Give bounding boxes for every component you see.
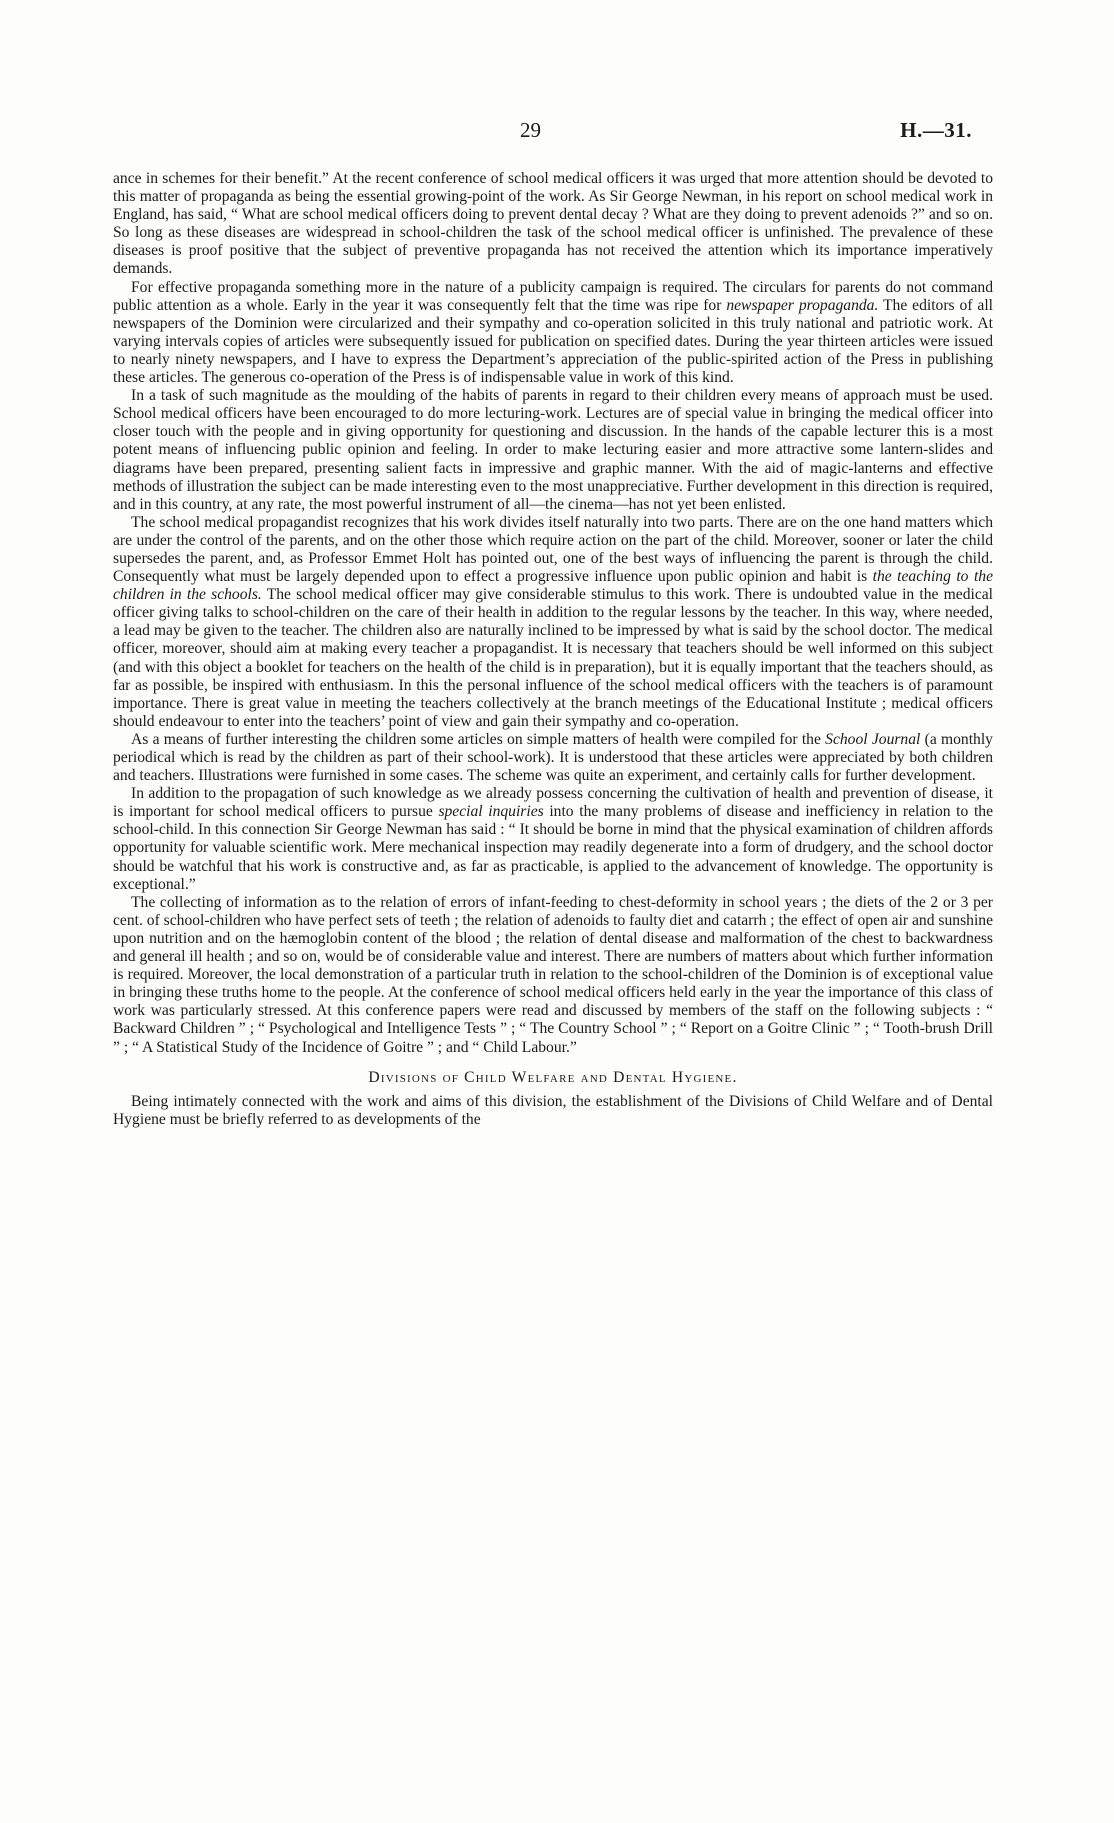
paragraph-6-emphasis: special inquiries bbox=[438, 803, 544, 821]
paragraph-5-text-a: As a means of further interesting the children some articles on simple matters of health were compiled for the bbox=[131, 730, 826, 748]
paragraph-5-emphasis: School Journal bbox=[825, 730, 921, 748]
paragraph-6-text-b: into the many problems of disease and inefficiency in relation to the school-child. In this connection Sir George Newman has said : “ It should be borne in mind that the physical examination of children affords opportunity for valuable scientific work. Mere mechanical inspection may readily degenerate into a form of drudgery, and the school doctor should be watchful that his work is constructive and, as far as practicable, is applied to the advancement of knowledge. The opportunity is exceptional.” bbox=[113, 803, 994, 893]
paragraph-3 bbox=[113, 387, 993, 514]
section-heading-text: Divisions of Child Welfare and Dental Hygiene. bbox=[368, 1068, 738, 1086]
page-header bbox=[0, 118, 1114, 148]
paragraph-1 bbox=[113, 170, 993, 279]
paragraph-4-text-a: The school medical propagandist recognizes that his work divides itself naturally into two parts. There are on the one hand matters which are under the control of the parents, and on the other those which require action on the part of the child. Moreover, sooner or later the child supersedes the parent, and, as Professor Emmet Holt has pointed out, one of the best ways of influencing the parent is through the child. Consequently what must be largely depended upon to effect a progressive influence upon public opinion and habit is bbox=[113, 513, 993, 586]
page-number: 29 bbox=[520, 118, 541, 142]
paragraph-4-emphasis: the teaching to the children in the schools. bbox=[113, 568, 994, 604]
paragraph-5-text-b: (a monthly periodical which is read by the children as part of their school-work). It is understood that these articles were appreciated by both children and teachers. Illustrations were furnished in some cases. The scheme was quite an experiment, and certainly calls for further development. bbox=[113, 730, 993, 785]
paragraph-8-text: Being intimately connected with the work and aims of this division, the establishment of the Divisions of Child Welfare and of Dental Hygiene must be briefly referred to as developments of the bbox=[113, 1092, 993, 1128]
paragraph-4-text-b: The school medical officer may give considerable stimulus to this work. There is undoubted value in the medical officer giving talks to school-children on the care of their health in addition to the regular lessons by the teacher. In this way, where needed, a lead may be given to the teacher. The children also are naturally inclined to be impressed by what is said by the school doctor. The medical officer, moreover, should aim at making every teacher a propagandist. It is necessary that teachers should be well informed on this subject (and with this object a booklet for teachers on the health of the child is in preparation), but it is equally important that the teachers should, as far as possible, be inspired with enthusiasm. In this the personal influence of the school medical officers with the teachers is of paramount importance. There is great value in meeting the teachers collectively at the branch meetings of the Educational Institute ; medical officers should endeavour to enter into the teachers’ point of view and gain their sympathy and co-operation. bbox=[113, 586, 993, 730]
paragraph-6-text-a: In addition to the propagation of such knowledge as we already possess concerning the cultivation of health and prevention of disease, it is important for school medical officers to pursue bbox=[113, 785, 993, 821]
paragraph-2-text-b: The editors of all newspapers of the Dominion were circularized and their sympathy and co-operation solicited in this truly national and patriotic work. At varying intervals copies of articles were subsequently issued for publication on specified dates. During the year thirteen articles were issued to nearly ninety newspapers, and I have to express the Department’s appreciation of the public-spirited action of the Press in publishing these articles. The generous co-operation of the Press is of indispensable value in work of this kind. bbox=[113, 296, 994, 387]
paragraph-2 bbox=[113, 279, 993, 388]
paragraph-2-emphasis: newspaper propaganda. bbox=[726, 296, 879, 314]
paragraph-2-text-a: For effective propaganda something more in the nature of a publicity campaign is required. The circulars for parents do not command public attention as a whole. Early in the year it was consequently felt that the time was ripe for bbox=[113, 278, 993, 314]
paragraph-7 bbox=[113, 894, 993, 1057]
paragraph-6 bbox=[113, 785, 993, 894]
paragraph-1-text: ance in schemes for their benefit.” At the recent conference of school medical officers it was urged that more attention should be devoted to this matter of propaganda as being the essential growing-point of the work. As Sir George Newman, in his report on school medical work in England, has said, “ What are school medical officers doing to prevent dental decay ? What are they doing to prevent adenoids ?” and so on. So long as these diseases are widespread in school-children the task of the school medical officer is unfinished. The prevalence of these diseases is proof positive that the subject of preventive propaganda has not received the attention which its importance imperatively demands. bbox=[113, 170, 993, 278]
body-text bbox=[113, 170, 993, 1129]
document-code: H.—31. bbox=[900, 118, 972, 142]
paragraph-5 bbox=[113, 731, 993, 785]
section-heading bbox=[113, 1069, 993, 1087]
paragraph-3-text: In a task of such magnitude as the moulding of the habits of parents in regard to their children every means of approach must be used. School medical officers have been encouraged to do more lecturing-work. Lectures are of special value in bringing the medical officer into closer touch with the people and in giving opportunity for questioning and discussion. In the hands of the capable lecturer this is a most potent means of influencing public opinion and feeling. In order to make lecturing easier and more attractive some lantern-slides and diagrams have been prepared, presenting salient facts in impressive and graphic manner. With the aid of magic-lanterns and effective methods of illustration the subject can be made interesting even to the most unappreciative. Further development in this direction is required, and in this country, at any rate, the most powerful instrument of all—the cinema—has not yet been enlisted. bbox=[113, 387, 993, 513]
paragraph-4 bbox=[113, 514, 993, 731]
paragraph-8 bbox=[113, 1093, 993, 1129]
paragraph-7-text: The collecting of information as to the relation of errors of infant-feeding to chest-deformity in school years ; the diets of the 2 or 3 per cent. of school-children who have perfect sets of teeth ; the relation of adenoids to faulty diet and catarrh ; the effect of open air and sunshine upon nutrition and on the hæmoglobin content of the blood ; the relation of dental disease and malformation of the chest to backwardness and general ill health ; and so on, would be of considerable value and interest. There are numbers of matters about which further information is required. Moreover, the local demonstration of a particular truth in relation to the school-children of the Dominion is of exceptional value in bringing these truths home to the people. At the conference of school medical officers held early in the year the importance of this class of work was particularly stressed. At this conference papers were read and discussed by members of the staff on the following subjects : “ Backward Children ” ; “ Psychological and Intelligence Tests ” ; “ The Country School ” ; “ Report on a Goitre Clinic ” ; “ Tooth-brush Drill ” ; “ A Statistical Study of the Incidence of Goitre ” ; and “ Child Labour.” bbox=[113, 893, 994, 1056]
